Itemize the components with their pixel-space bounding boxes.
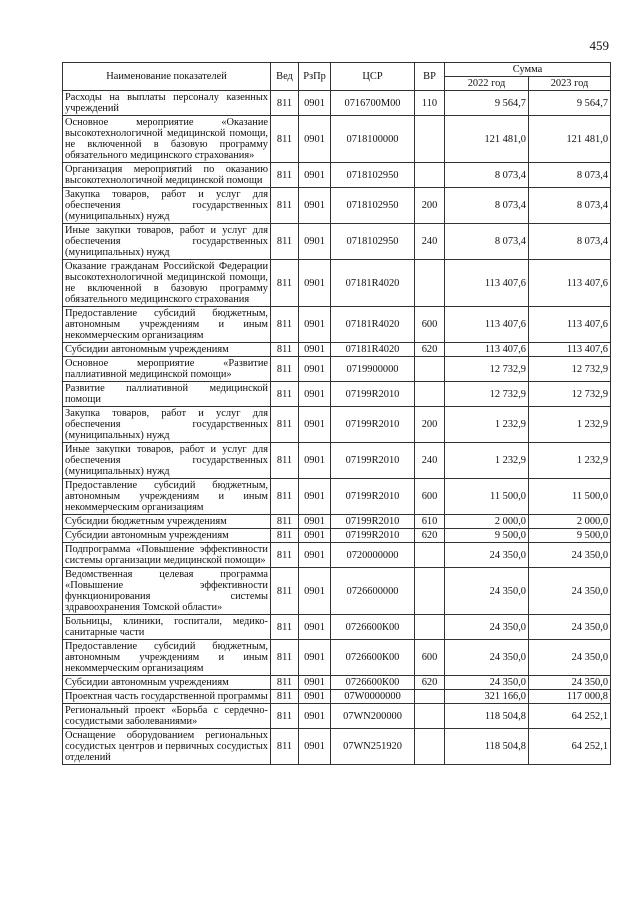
header-2022: 2022 год bbox=[445, 77, 529, 91]
row-ved: 811 bbox=[271, 690, 299, 704]
table-row bbox=[63, 568, 611, 615]
row-sum-2022: 9 500,0 bbox=[445, 529, 529, 543]
table-row bbox=[63, 529, 611, 543]
row-name: Развитие паллиативной медицинской помощи bbox=[63, 382, 271, 407]
budget-table bbox=[62, 62, 611, 765]
row-ved: 811 bbox=[271, 729, 299, 765]
row-sum-2023: 113 407,6 bbox=[529, 260, 611, 307]
row-rzpr: 0901 bbox=[299, 382, 331, 407]
header-ved: Вед bbox=[271, 63, 299, 91]
row-sum-2022: 113 407,6 bbox=[445, 307, 529, 343]
table-row bbox=[63, 479, 611, 515]
row-vr: 110 bbox=[415, 91, 445, 116]
row-csr: 07181R4020 bbox=[331, 307, 415, 343]
row-rzpr: 0901 bbox=[299, 163, 331, 188]
row-name: Ведомственная целевая программа «Повышение эффективности функционирования системы здравоохранения Томской области» bbox=[63, 568, 271, 615]
row-name: Подпрограмма «Повышение эффективности системы организации медицинской помощи» bbox=[63, 543, 271, 568]
table-row bbox=[63, 443, 611, 479]
row-csr: 07199R2010 bbox=[331, 479, 415, 515]
row-ved: 811 bbox=[271, 357, 299, 382]
row-sum-2022: 8 073,4 bbox=[445, 188, 529, 224]
row-name: Субсидии бюджетным учреждениям bbox=[63, 515, 271, 529]
row-vr bbox=[415, 690, 445, 704]
row-rzpr: 0901 bbox=[299, 479, 331, 515]
row-name: Оснащение оборудованием региональных сосудистых центров и первичных сосудистых отделений bbox=[63, 729, 271, 765]
row-name: Больницы, клиники, госпитали, медико-санитарные части bbox=[63, 615, 271, 640]
row-sum-2022: 2 000,0 bbox=[445, 515, 529, 529]
row-csr: 07WN200000 bbox=[331, 704, 415, 729]
row-sum-2022: 321 166,0 bbox=[445, 690, 529, 704]
row-csr: 07181R4020 bbox=[331, 260, 415, 307]
table-row bbox=[63, 543, 611, 568]
row-ved: 811 bbox=[271, 188, 299, 224]
row-name: Субсидии автономным учреждениям bbox=[63, 529, 271, 543]
row-sum-2023: 24 350,0 bbox=[529, 543, 611, 568]
row-csr: 0718102950 bbox=[331, 188, 415, 224]
table-row bbox=[63, 357, 611, 382]
row-rzpr: 0901 bbox=[299, 515, 331, 529]
row-ved: 811 bbox=[271, 91, 299, 116]
row-ved: 811 bbox=[271, 704, 299, 729]
table-row bbox=[63, 704, 611, 729]
row-csr: 07181R4020 bbox=[331, 343, 415, 357]
row-rzpr: 0901 bbox=[299, 307, 331, 343]
table-row bbox=[63, 640, 611, 676]
row-ved: 811 bbox=[271, 529, 299, 543]
row-rzpr: 0901 bbox=[299, 357, 331, 382]
row-rzpr: 0901 bbox=[299, 676, 331, 690]
table-row bbox=[63, 260, 611, 307]
row-sum-2023: 8 073,4 bbox=[529, 224, 611, 260]
row-csr: 0718102950 bbox=[331, 224, 415, 260]
row-sum-2023: 64 252,1 bbox=[529, 704, 611, 729]
row-ved: 811 bbox=[271, 260, 299, 307]
row-rzpr: 0901 bbox=[299, 543, 331, 568]
table-row bbox=[63, 382, 611, 407]
row-csr: 0726600000 bbox=[331, 568, 415, 615]
row-rzpr: 0901 bbox=[299, 343, 331, 357]
row-name: Предоставление субсидий бюджетным, автономным учреждениям и иным некоммерческим организациям bbox=[63, 640, 271, 676]
row-name: Организация мероприятий по оказанию высокотехнологичной медицинской помощи bbox=[63, 163, 271, 188]
row-csr: 0716700М00 bbox=[331, 91, 415, 116]
row-csr: 0726600К00 bbox=[331, 640, 415, 676]
table-row bbox=[63, 116, 611, 163]
row-csr: 0719900000 bbox=[331, 357, 415, 382]
row-ved: 811 bbox=[271, 443, 299, 479]
row-rzpr: 0901 bbox=[299, 615, 331, 640]
row-sum-2023: 1 232,9 bbox=[529, 443, 611, 479]
table-row bbox=[63, 224, 611, 260]
row-csr: 0720000000 bbox=[331, 543, 415, 568]
row-csr: 07199R2010 bbox=[331, 515, 415, 529]
row-ved: 811 bbox=[271, 343, 299, 357]
row-vr: 620 bbox=[415, 343, 445, 357]
row-name: Оказание гражданам Российской Федерации высокотехнологичной медицинской помощи, не включенной в базовую программу обязательного медицинского страхования bbox=[63, 260, 271, 307]
row-rzpr: 0901 bbox=[299, 690, 331, 704]
row-vr: 240 bbox=[415, 224, 445, 260]
table-row bbox=[63, 729, 611, 765]
row-sum-2022: 24 350,0 bbox=[445, 640, 529, 676]
table-header bbox=[63, 63, 611, 91]
row-ved: 811 bbox=[271, 543, 299, 568]
row-sum-2023: 121 481,0 bbox=[529, 116, 611, 163]
header-2023: 2023 год bbox=[529, 77, 611, 91]
row-vr bbox=[415, 729, 445, 765]
row-sum-2023: 12 732,9 bbox=[529, 357, 611, 382]
header-name: Наименование показателей bbox=[63, 63, 271, 91]
table-row bbox=[63, 407, 611, 443]
row-name: Закупка товаров, работ и услуг для обеспечения государственных (муниципальных) нужд bbox=[63, 188, 271, 224]
row-sum-2022: 12 732,9 bbox=[445, 382, 529, 407]
row-csr: 07WN251920 bbox=[331, 729, 415, 765]
row-vr bbox=[415, 116, 445, 163]
row-sum-2022: 113 407,6 bbox=[445, 343, 529, 357]
row-ved: 811 bbox=[271, 676, 299, 690]
row-ved: 811 bbox=[271, 407, 299, 443]
row-sum-2023: 11 500,0 bbox=[529, 479, 611, 515]
row-sum-2022: 1 232,9 bbox=[445, 443, 529, 479]
row-sum-2022: 24 350,0 bbox=[445, 676, 529, 690]
row-vr: 610 bbox=[415, 515, 445, 529]
table-body bbox=[63, 91, 611, 765]
table-row bbox=[63, 163, 611, 188]
row-vr bbox=[415, 260, 445, 307]
row-name: Основное мероприятие «Оказание высокотехнологичной медицинской помощи, не включенной в базовую программу обязательного медицинского страхования» bbox=[63, 116, 271, 163]
row-name: Иные закупки товаров, работ и услуг для обеспечения государственных (муниципальных) нужд bbox=[63, 443, 271, 479]
row-sum-2023: 2 000,0 bbox=[529, 515, 611, 529]
header-vr: ВР bbox=[415, 63, 445, 91]
row-csr: 0726600К00 bbox=[331, 676, 415, 690]
row-rzpr: 0901 bbox=[299, 260, 331, 307]
row-sum-2023: 113 407,6 bbox=[529, 343, 611, 357]
row-name: Региональный проект «Борьба с сердечно-сосудистыми заболеваниями» bbox=[63, 704, 271, 729]
row-vr: 600 bbox=[415, 640, 445, 676]
row-vr bbox=[415, 704, 445, 729]
table-row bbox=[63, 343, 611, 357]
row-ved: 811 bbox=[271, 568, 299, 615]
row-sum-2022: 113 407,6 bbox=[445, 260, 529, 307]
table-row bbox=[63, 307, 611, 343]
row-sum-2023: 24 350,0 bbox=[529, 676, 611, 690]
row-vr: 600 bbox=[415, 307, 445, 343]
row-name: Основное мероприятие «Развитие паллиативной медицинской помощи» bbox=[63, 357, 271, 382]
table-row bbox=[63, 676, 611, 690]
row-name: Субсидии автономным учреждениям bbox=[63, 343, 271, 357]
table-row bbox=[63, 188, 611, 224]
row-ved: 811 bbox=[271, 163, 299, 188]
row-rzpr: 0901 bbox=[299, 568, 331, 615]
page-number: 459 bbox=[589, 38, 609, 53]
row-ved: 811 bbox=[271, 640, 299, 676]
header-sum: Сумма bbox=[445, 63, 611, 77]
row-name: Расходы на выплаты персоналу казенных учреждений bbox=[63, 91, 271, 116]
row-vr bbox=[415, 382, 445, 407]
row-rzpr: 0901 bbox=[299, 116, 331, 163]
row-sum-2023: 9 564,7 bbox=[529, 91, 611, 116]
row-ved: 811 bbox=[271, 615, 299, 640]
row-csr: 07199R2010 bbox=[331, 407, 415, 443]
row-sum-2023: 24 350,0 bbox=[529, 640, 611, 676]
row-name: Иные закупки товаров, работ и услуг для обеспечения государственных (муниципальных) нужд bbox=[63, 224, 271, 260]
row-vr bbox=[415, 357, 445, 382]
row-sum-2023: 9 500,0 bbox=[529, 529, 611, 543]
row-name: Проектная часть государственной программы bbox=[63, 690, 271, 704]
row-sum-2022: 11 500,0 bbox=[445, 479, 529, 515]
table-row bbox=[63, 615, 611, 640]
table-row bbox=[63, 91, 611, 116]
row-rzpr: 0901 bbox=[299, 729, 331, 765]
row-csr: 0718100000 bbox=[331, 116, 415, 163]
row-rzpr: 0901 bbox=[299, 640, 331, 676]
table-row bbox=[63, 690, 611, 704]
row-sum-2022: 24 350,0 bbox=[445, 568, 529, 615]
row-sum-2022: 9 564,7 bbox=[445, 91, 529, 116]
row-name: Предоставление субсидий бюджетным, автономным учреждениям и иным некоммерческим организациям bbox=[63, 307, 271, 343]
row-sum-2022: 1 232,9 bbox=[445, 407, 529, 443]
row-ved: 811 bbox=[271, 515, 299, 529]
row-name: Субсидии автономным учреждениям bbox=[63, 676, 271, 690]
table-row bbox=[63, 515, 611, 529]
row-sum-2023: 8 073,4 bbox=[529, 188, 611, 224]
row-vr: 620 bbox=[415, 676, 445, 690]
row-vr: 600 bbox=[415, 479, 445, 515]
row-sum-2022: 24 350,0 bbox=[445, 543, 529, 568]
row-ved: 811 bbox=[271, 307, 299, 343]
row-sum-2023: 1 232,9 bbox=[529, 407, 611, 443]
row-sum-2022: 8 073,4 bbox=[445, 224, 529, 260]
row-sum-2022: 24 350,0 bbox=[445, 615, 529, 640]
row-ved: 811 bbox=[271, 224, 299, 260]
row-sum-2023: 8 073,4 bbox=[529, 163, 611, 188]
row-vr: 200 bbox=[415, 188, 445, 224]
row-name: Предоставление субсидий бюджетным, автономным учреждениям и иным некоммерческим организациям bbox=[63, 479, 271, 515]
row-csr: 0718102950 bbox=[331, 163, 415, 188]
row-sum-2023: 113 407,6 bbox=[529, 307, 611, 343]
row-vr bbox=[415, 615, 445, 640]
row-rzpr: 0901 bbox=[299, 529, 331, 543]
row-rzpr: 0901 bbox=[299, 91, 331, 116]
row-rzpr: 0901 bbox=[299, 443, 331, 479]
row-vr: 240 bbox=[415, 443, 445, 479]
row-sum-2023: 24 350,0 bbox=[529, 615, 611, 640]
header-rzpr: РзПр bbox=[299, 63, 331, 91]
row-ved: 811 bbox=[271, 479, 299, 515]
row-ved: 811 bbox=[271, 382, 299, 407]
row-rzpr: 0901 bbox=[299, 704, 331, 729]
row-sum-2023: 64 252,1 bbox=[529, 729, 611, 765]
row-vr bbox=[415, 568, 445, 615]
row-sum-2022: 118 504,8 bbox=[445, 704, 529, 729]
row-vr bbox=[415, 163, 445, 188]
row-sum-2023: 117 000,8 bbox=[529, 690, 611, 704]
row-rzpr: 0901 bbox=[299, 188, 331, 224]
row-ved: 811 bbox=[271, 116, 299, 163]
row-sum-2023: 24 350,0 bbox=[529, 568, 611, 615]
row-sum-2022: 121 481,0 bbox=[445, 116, 529, 163]
row-csr: 07W0000000 bbox=[331, 690, 415, 704]
row-sum-2022: 118 504,8 bbox=[445, 729, 529, 765]
row-rzpr: 0901 bbox=[299, 407, 331, 443]
row-name: Закупка товаров, работ и услуг для обеспечения государственных (муниципальных) нужд bbox=[63, 407, 271, 443]
row-sum-2023: 12 732,9 bbox=[529, 382, 611, 407]
row-sum-2022: 8 073,4 bbox=[445, 163, 529, 188]
row-csr: 07199R2010 bbox=[331, 443, 415, 479]
row-csr: 0726600К00 bbox=[331, 615, 415, 640]
row-sum-2022: 12 732,9 bbox=[445, 357, 529, 382]
row-csr: 07199R2010 bbox=[331, 382, 415, 407]
row-csr: 07199R2010 bbox=[331, 529, 415, 543]
row-vr: 200 bbox=[415, 407, 445, 443]
header-csr: ЦСР bbox=[331, 63, 415, 91]
row-vr: 620 bbox=[415, 529, 445, 543]
row-vr bbox=[415, 543, 445, 568]
row-rzpr: 0901 bbox=[299, 224, 331, 260]
